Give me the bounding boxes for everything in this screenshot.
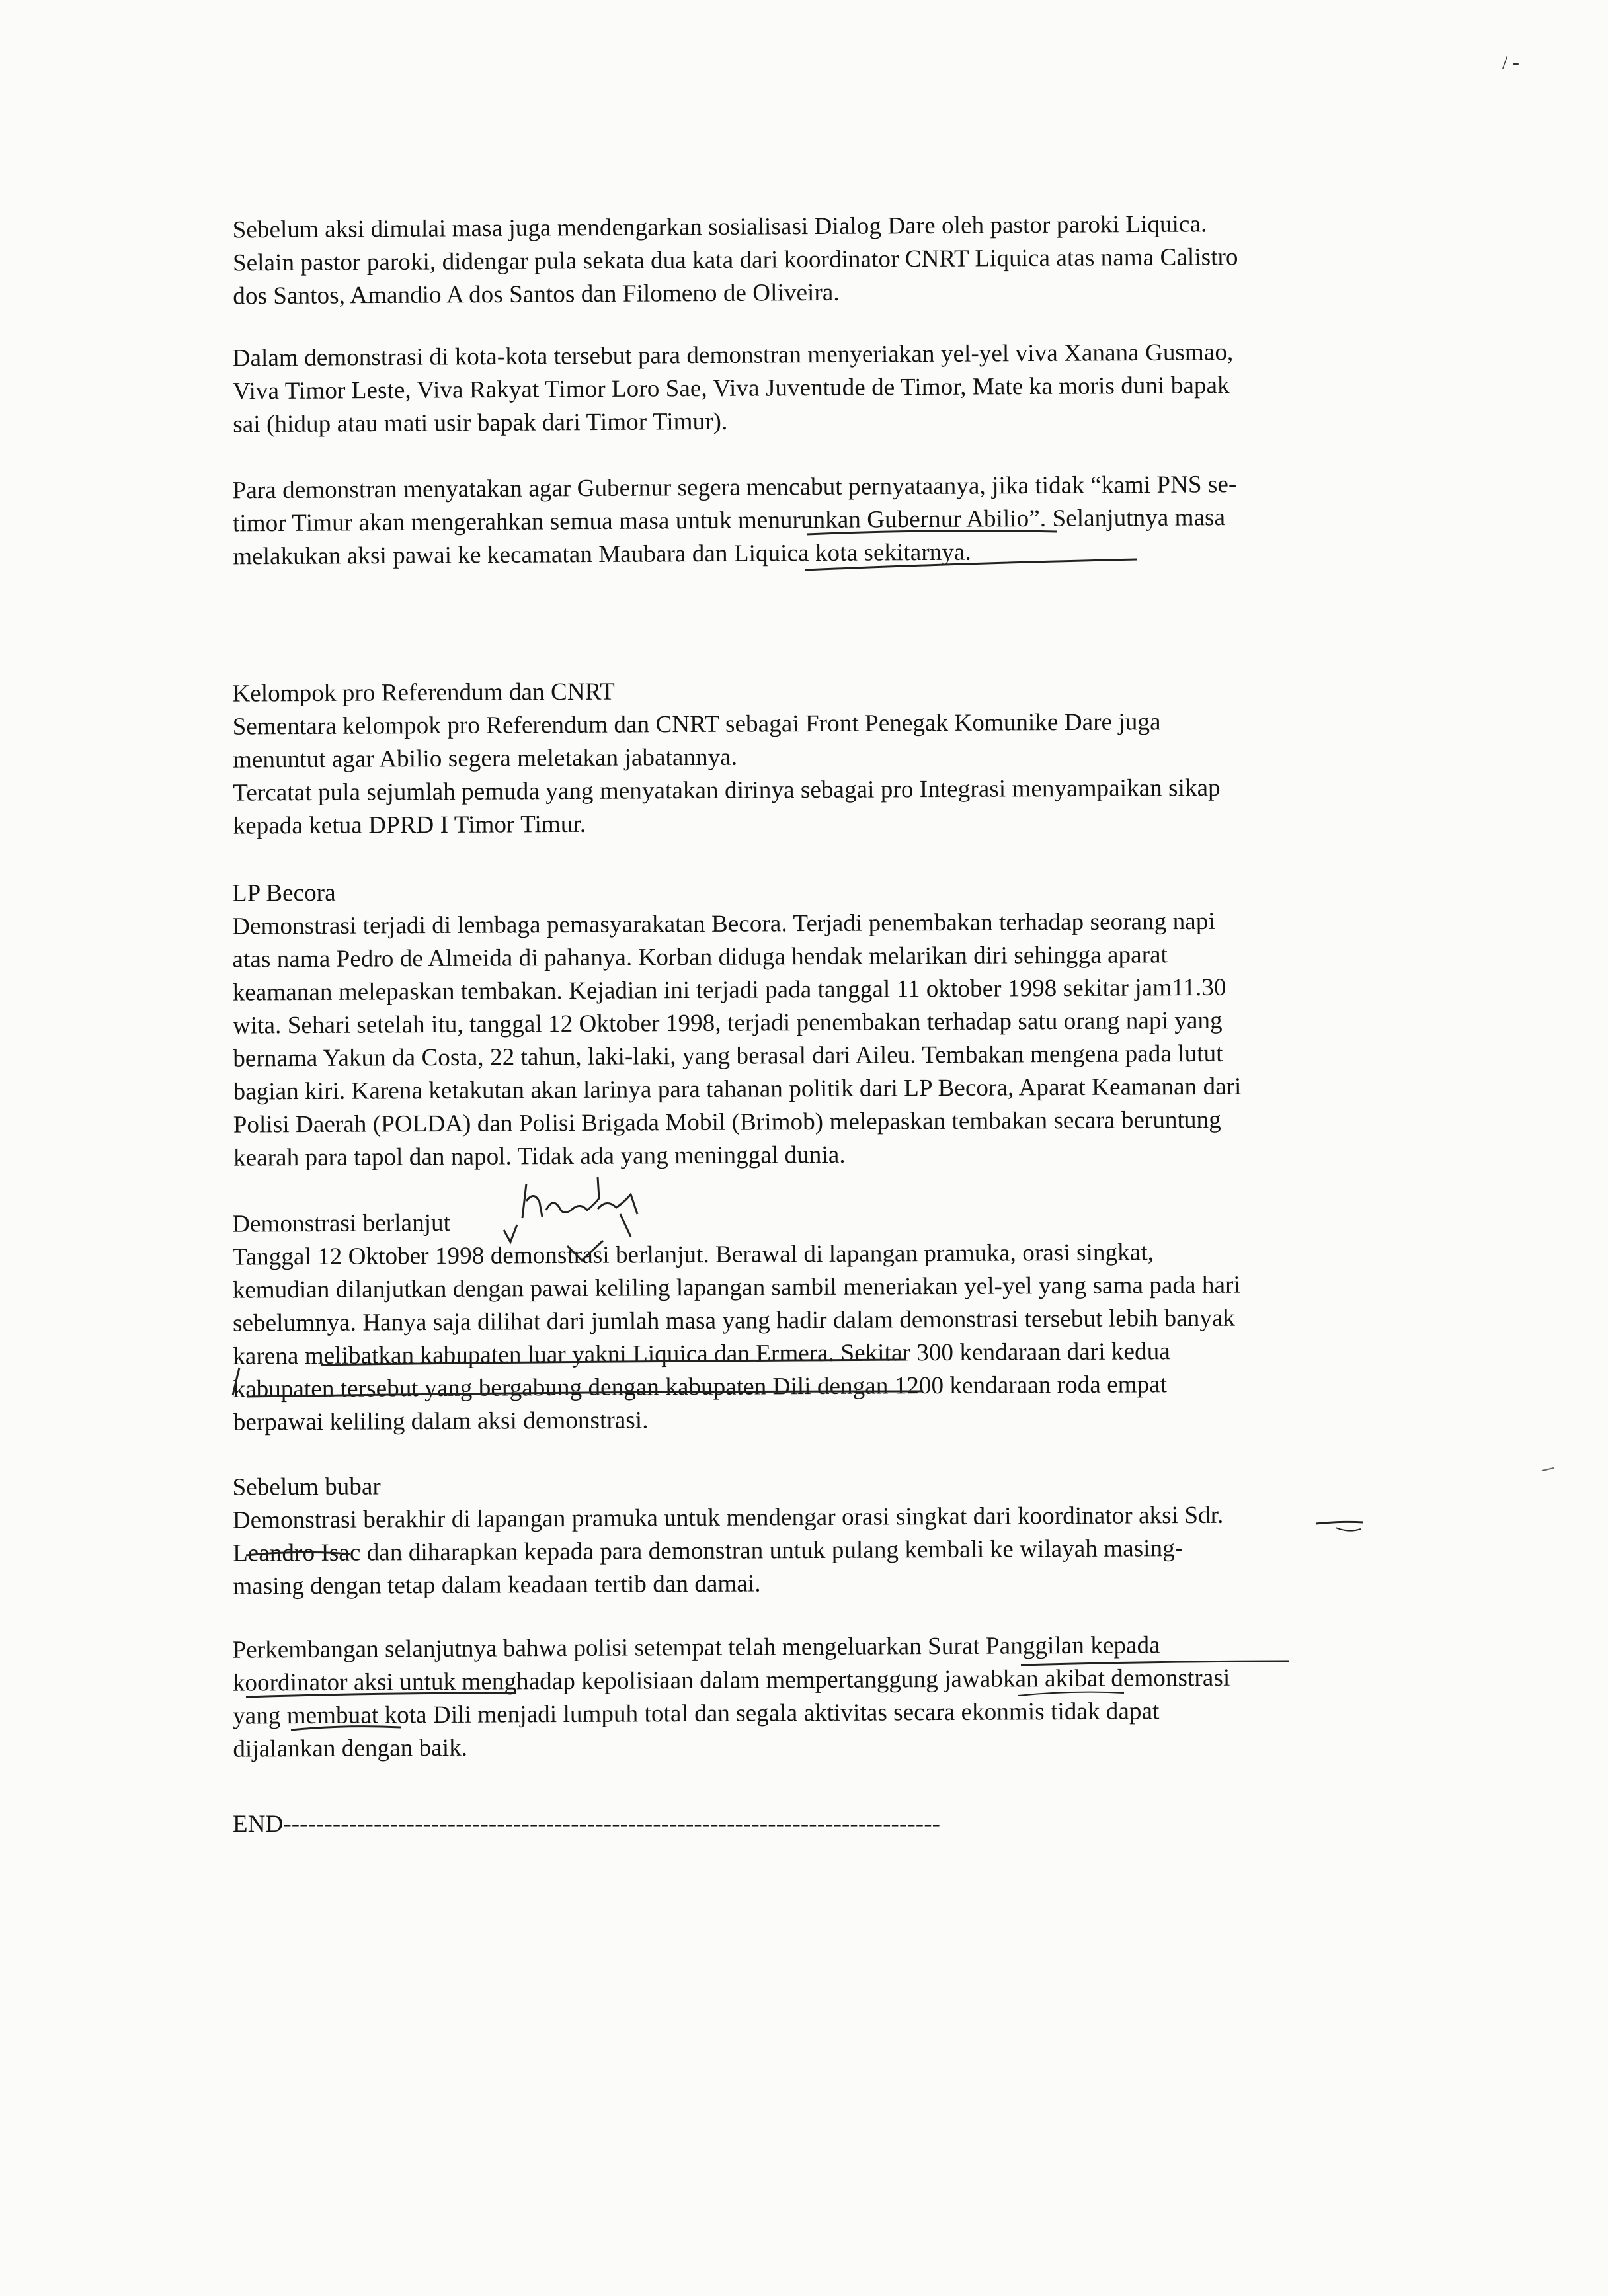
text-line: Demonstrasi berakhir di lapangan pramuka untuk mendengar orasi singkat dari koordinator aksi Sdr. [232, 1501, 1224, 1534]
text-line: bagian kiri. Karena ketakutan akan larinya para tahanan politik dari LP Becora, Aparat Keamanan dari [233, 1073, 1242, 1106]
text-line: Perkembangan selanjutnya bahwa polisi setempat telah mengeluarkan Surat Panggilan kepada [232, 1631, 1160, 1664]
corner-scan-mark: / - [1502, 52, 1519, 73]
section-heading: Sebelum bubar [232, 1473, 382, 1501]
section-heading: Demonstrasi berlanjut [232, 1209, 451, 1238]
end-line: END-------------------------------------------------------------------------------- [233, 1811, 941, 1838]
end-marker [233, 1808, 1396, 1841]
text-line: sai (hidup atau mati usir bapak dari Timor Timur). [233, 407, 728, 438]
text-line: Selain pastor paroki, didengar pula sekata dua kata dari koordinator CNRT Liquica atas nama Calistro [232, 243, 1238, 277]
paragraph-3 [233, 468, 1397, 574]
text-line: wita. Sehari setelah itu, tanggal 12 Oktober 1998, terjadi penembakan terhadap satu orang napi yang [232, 1006, 1223, 1040]
text-line: Dalam demonstrasi di kota-kota tersebut para demonstran menyeriakan yel-yel viva Xanana Gusmao, [232, 339, 1234, 372]
text-line: masing dengan tetap dalam keadaan tertib dan damai. [233, 1570, 761, 1600]
paragraph-2 [233, 335, 1397, 442]
text-line: Tanggal 12 Oktober 1998 demonstrasi berlanjut. Berawal di lapangan pramuka, orasi singkat, [232, 1239, 1154, 1271]
text-line: kabupaten tersebut yang bergabung dengan kabupaten Dili dengan 1200 kendaraan roda empat [233, 1371, 1168, 1403]
text-line: kepada ketua DPRD I Timor Timur. [233, 810, 586, 840]
scan-speck [1542, 1468, 1554, 1471]
text-line: yang membuat kota Dili menjadi lumpuh total dan segala aktivitas secara ekonmis tidak dapat [233, 1698, 1160, 1730]
text-line: atas nama Pedro de Almeida di pahanya. Korban diduga hendak melarikan diri sehingga aparat [232, 941, 1168, 973]
text-line: Viva Timor Leste, Viva Rakyat Timor Loro Sae, Viva Juventude de Timor, Mate ka moris duni bapak [232, 372, 1230, 405]
paragraph-4 [232, 671, 1396, 842]
text-line: keamanan melepaskan tembakan. Kejadian ini terjadi pada tanggal 11 oktober 1998 sekitar jam11.30 [232, 973, 1226, 1006]
text-line: Leandro Isac dan diharapkan kepada para demonstran untuk pulang kembali ke wilayah masing- [233, 1535, 1184, 1567]
text-line: bernama Yakun da Costa, 22 tahun, laki-laki, yang berasal dari Aileu. Tembakan mengena pada lutut [233, 1040, 1223, 1073]
paragraph-5 [232, 871, 1397, 1174]
text-line: berpawai keliling dalam aksi demonstrasi. [233, 1407, 649, 1436]
text-line: melakukan aksi pawai ke kecamatan Maubara dan Liquica kota sekitarnya. [233, 538, 971, 571]
text-line: Demonstrasi terjadi di lembaga pemasyarakatan Becora. Terjadi penembakan terhadap seorang napi [232, 907, 1215, 940]
section-heading: Kelompok pro Referendum dan CNRT [232, 678, 616, 708]
section-heading: LP Becora [231, 879, 336, 907]
text-line: karena melibatkan kabupaten luar yakni Liquica dan Ermera. Sekitar 300 kendaraan dari kedua [233, 1338, 1170, 1370]
text-line: timor Timur akan mengerahkan semua masa untuk menurunkan Gubernur Abilio”. Selanjutnya masa [232, 504, 1226, 538]
paragraph-8 [232, 1627, 1396, 1766]
text-line: Sebelum aksi dimulai masa juga mendengarkan sosialisasi Dialog Dare oleh pastor paroki Liquica. [232, 210, 1207, 244]
text-line: menuntut agar Abilio segera meletakan jabatannya. [232, 743, 738, 774]
paragraph-6 [232, 1202, 1397, 1439]
text-line: Para demonstran menyatakan agar Gubernur segera mencabut pernyataanya, jika tidak “kami PNS se- [232, 471, 1237, 505]
text-line: koordinator aksi untuk menghadap kepolisiaan dalam mempertanggung jawabkan akibat demonstrasi [232, 1664, 1230, 1697]
text-line: kemudian dilanjutkan dengan pawai keliling lapangan sambil meneriakan yel-yel yang sama pada hari [232, 1271, 1240, 1304]
text-line: dijalankan dengan baik. [233, 1734, 468, 1763]
text-line: Tercatat pula sejumlah pemuda yang menyatakan dirinya sebagai pro Integrasi menyampaikan sikap [233, 774, 1221, 807]
paragraph-1 [233, 207, 1397, 313]
text-line: Sementara kelompok pro Referendum dan CNRT sebagai Front Penegak Komunike Dare juga [232, 708, 1161, 741]
text-line: kearah para tapol dan napol. Tidak ada yang meninggal dunia. [233, 1141, 846, 1172]
text-line: sebelumnya. Hanya saja dilihat dari jumlah masa yang hadir dalam demonstrasi tersebut lebih banyak [232, 1304, 1236, 1337]
text-line: Polisi Daerah (POLDA) dan Polisi Brigada Mobil (Brimob) melepaskan tembakan secara beruntung [233, 1106, 1221, 1139]
text-line: dos Santos, Amandio A dos Santos dan Filomeno de Oliveira. [233, 278, 840, 310]
paragraph-7 [232, 1465, 1396, 1603]
